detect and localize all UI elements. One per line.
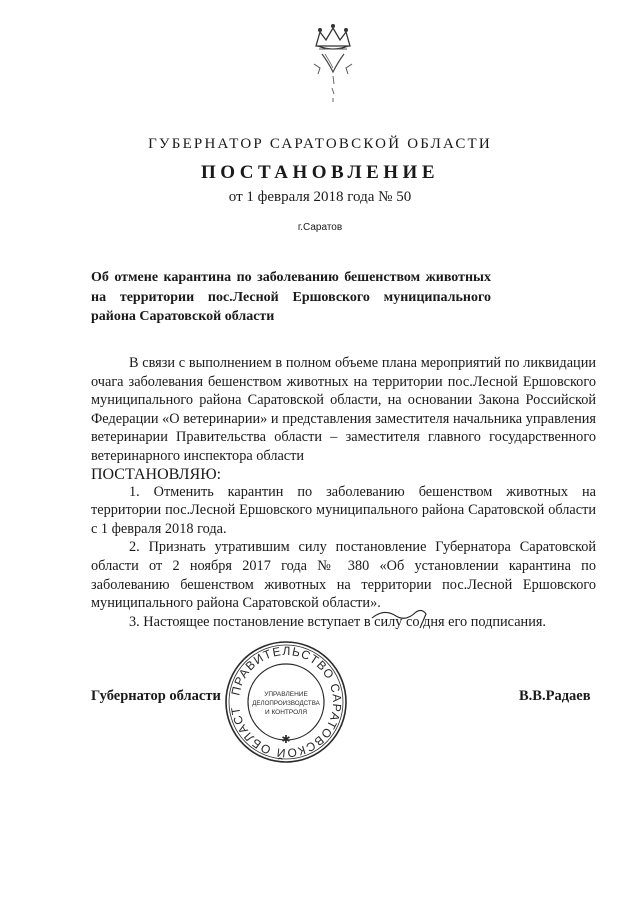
- signatory-name: В.В.Радаев: [519, 688, 591, 704]
- svg-text:ДЕЛОПРОИЗВОДСТВА: ДЕЛОПРОИЗВОДСТВА: [252, 700, 320, 707]
- handwritten-mark: [370, 604, 430, 630]
- decree-item-1: 1. Отменить карантин по заболеванию бешенством животных на территории пос.Лесной Ершовского муниципального района Саратовской области с 1 февраля 2018 года.: [91, 483, 596, 537]
- decree-word: ПОСТАНОВЛЯЮ:: [91, 465, 222, 483]
- decree-item-3: 3. Настоящее постановление вступает в силу со дня его подписания.: [129, 613, 546, 630]
- document-city: г.Саратов: [297, 222, 343, 233]
- document-body: [91, 354, 596, 631]
- issuing-authority: ГУБЕРНАТОР САРАТОВСКОЙ ОБЛАСТИ: [148, 136, 492, 152]
- signatory-role: Губернатор области: [91, 688, 221, 704]
- document-type: ПОСТАНОВЛЕНИЕ: [200, 162, 440, 183]
- svg-text:УПРАВЛЕНИЕ: УПРАВЛЕНИЕ: [264, 691, 308, 698]
- preamble-paragraph: В связи с выполнением в полном объеме плана мероприятий по ликвидации очага заболевания бешенством животных на территории пос.Лесной Ершовского муниципального района Саратовской области, на основании Закона Российской Федерации «О ветеринарии» и представления заместителя начальника управления ветеринарии Правительства области – заместителя главного государственного ветеринарного инспектора области: [91, 355, 596, 464]
- svg-text:И КОНТРОЛЯ: И КОНТРОЛЯ: [264, 709, 308, 716]
- svg-text:✱: ✱: [281, 733, 291, 746]
- document-title: Об отмене карантина по заболеванию бешенством животных на территории пос.Лесной Ершовского муниципального района Саратовской области: [91, 270, 491, 324]
- official-stamp: [222, 638, 350, 766]
- decree-item-2: 2. Признать утратившим силу постановление Губернатора Саратовской области от 2 ноября 2017 года № 380 «Об установлении карантина по заболеванию бешенством животных на территории пос.Лесной Ершовского муниципального района Саратовской области».: [91, 539, 596, 612]
- coat-of-arms-emblem: [298, 10, 368, 110]
- document-date-number: от 1 февраля 2018 года № 50: [228, 189, 412, 205]
- svg-text:ПРАВИТЕЛЬСТВО САРАТОВСКОЙ ОБЛА: ПРАВИТЕЛЬСТВО САРАТОВСКОЙ ОБЛАСТ: [228, 643, 345, 761]
